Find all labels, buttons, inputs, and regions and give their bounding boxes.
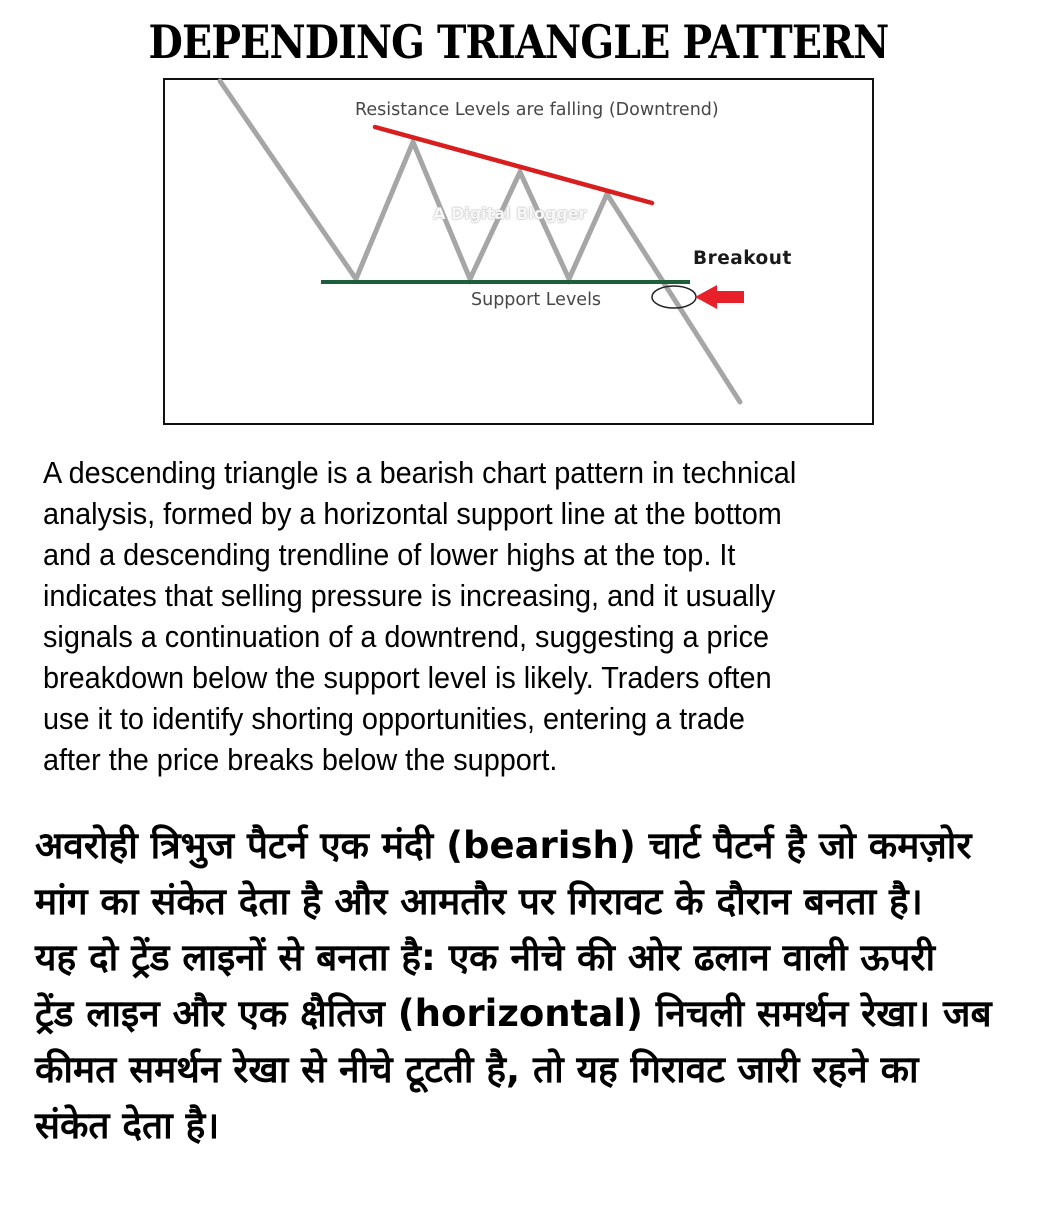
english-description — [43, 452, 936, 780]
hindi-description — [35, 818, 1035, 1154]
page-title: DEPENDING TRIANGLE PATTERN — [148, 15, 889, 69]
text-line: संकेत देता है। — [35, 1104, 220, 1147]
breakout-label: Breakout — [693, 248, 792, 269]
text-line: मांग का संकेत देता है और आमतौर पर गिरावट के दौरान बनता है। — [35, 880, 923, 923]
descending-triangle-diagram — [163, 78, 874, 425]
text-line: and a descending trendline of lower highs at the top. It — [43, 537, 736, 572]
breakout-arrow-icon — [695, 285, 744, 309]
text-line: indicates that selling pressure is increasing, and it usually — [43, 578, 776, 613]
text-line: use it to identify shorting opportunities, entering a trade — [43, 701, 745, 736]
text-line: यह दो ट्रेंड लाइनों से बनता है: एक नीचे की ओर ढलान वाली ऊपरी — [35, 936, 936, 979]
text-line: signals a continuation of a downtrend, suggesting a price — [43, 619, 770, 654]
support-label: Support Levels — [471, 290, 602, 310]
text-line: breakdown below the support level is likely. Traders often — [43, 660, 772, 695]
text-line: अवरोही त्रिभुज पैटर्न एक मंदी (bearish) चार्ट पैटर्न है जो कमज़ोर — [35, 824, 972, 867]
resistance-label: Resistance Levels are falling (Downtrend) — [355, 100, 719, 120]
watermark-text: A Digital Blogger — [433, 204, 587, 223]
text-line: analysis, formed by a horizontal support line at the bottom — [43, 496, 782, 531]
price-zigzag-line — [220, 81, 740, 402]
text-line: कीमत समर्थन रेखा से नीचे टूटती है, तो यह गिरावट जारी रहने का — [35, 1048, 919, 1091]
text-line: A descending triangle is a bearish chart pattern in technical — [43, 455, 797, 490]
text-line: after the price breaks below the support. — [43, 742, 558, 777]
text-line: ट्रेंड लाइन और एक क्षैतिज (horizontal) निचली समर्थन रेखा। जब — [35, 992, 992, 1035]
